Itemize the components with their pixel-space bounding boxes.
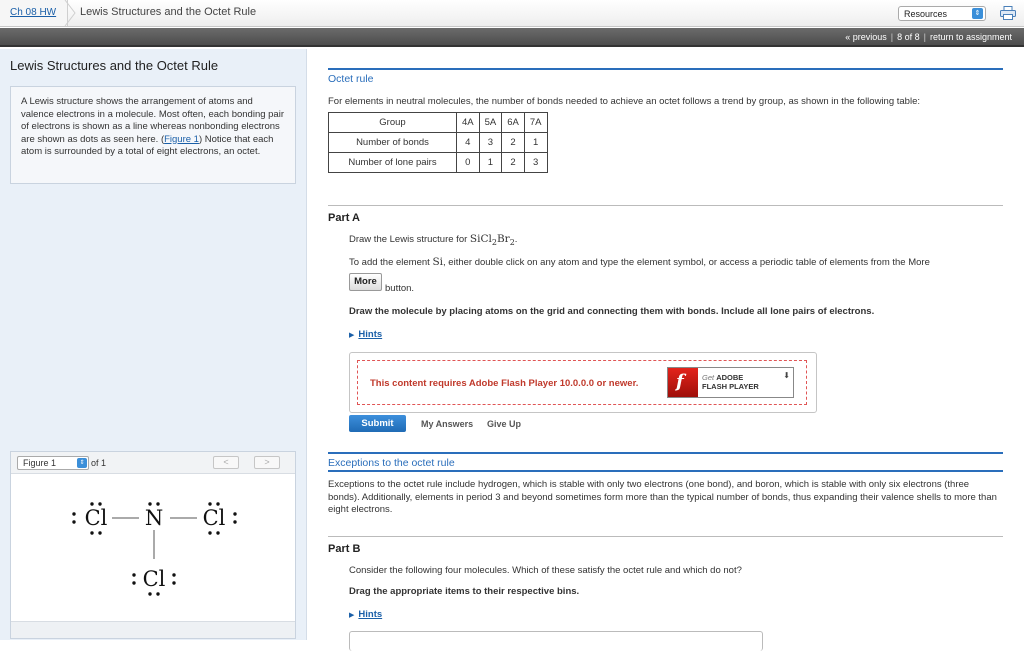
flash-required-message: This content requires Adobe Flash Player 10.0.0.0 or newer. bbox=[370, 378, 639, 389]
figure-next-button[interactable]: > bbox=[254, 456, 280, 469]
lewis-structure-diagram bbox=[11, 475, 295, 623]
table-cell: 3 bbox=[479, 133, 502, 153]
part-a-draw-instruction: Draw the molecule by placing atoms on the grid and connecting them with bonds. Include all lone pairs of electrons. bbox=[349, 306, 875, 317]
table-cell: 4A bbox=[457, 113, 480, 133]
atom-n-center: N bbox=[144, 506, 164, 530]
flash-logo-letter: f bbox=[676, 371, 684, 392]
table-cell: 0 bbox=[457, 153, 480, 173]
figure-count: of 1 bbox=[91, 458, 107, 468]
nav-separator: | bbox=[923, 32, 926, 42]
adobe-label: ADOBE bbox=[716, 373, 744, 382]
flash-logo-icon bbox=[668, 368, 698, 397]
figure-viewer bbox=[10, 451, 296, 639]
assignment-nav bbox=[841, 32, 1016, 42]
intro-text-end: ) Notice that each atom is surrounded by a total of eight electrons, an octet. bbox=[21, 133, 274, 157]
submit-button[interactable]: Submit bbox=[349, 415, 406, 432]
flash-player-label: FLASH PLAYER bbox=[702, 382, 759, 391]
part-a-hints-link[interactable]: Hints bbox=[358, 329, 383, 340]
element-si: Si bbox=[432, 256, 444, 268]
exceptions-heading: Exceptions to the octet rule bbox=[328, 457, 455, 469]
table-cell: 5A bbox=[479, 113, 502, 133]
return-to-assignment-link[interactable]: return to assignment bbox=[929, 32, 1012, 42]
flash-plugin-container bbox=[349, 352, 817, 413]
octet-rule-heading: Octet rule bbox=[328, 73, 374, 85]
exceptions-text: Exceptions to the octet rule include hydrogen, which is stable with only two electrons (one bond), and boron, which is stable with only six electrons (three bonds). Additionally, elements in period 3 and beyond sometimes form more than the typical number of bonds, thus expanding their valence shells to more than eight electrons. bbox=[328, 479, 997, 515]
part-b-instruction: Drag the appropriate items to their respective bins. bbox=[349, 586, 580, 597]
table-cell: 4 bbox=[457, 133, 480, 153]
formula-br: Br bbox=[496, 233, 510, 245]
part-b-drag-area[interactable] bbox=[349, 631, 763, 651]
part-b-question: Consider the following four molecules. Which of these satisfy the octet rule and which do not? bbox=[349, 565, 742, 576]
octet-trend-table bbox=[328, 112, 548, 173]
chevron-updown-icon: ⇕ bbox=[972, 8, 983, 19]
triangle-right-icon: ▶ bbox=[349, 332, 355, 339]
table-cell: 1 bbox=[524, 133, 547, 153]
more-button[interactable]: More bbox=[349, 273, 382, 291]
part-a-add-instruction bbox=[349, 256, 999, 270]
top-bar bbox=[0, 0, 1024, 27]
section-divider bbox=[328, 470, 1003, 472]
assignment-nav-bar bbox=[0, 28, 1024, 47]
table-cell: Number of lone pairs bbox=[329, 153, 457, 173]
table-cell: 7A bbox=[524, 113, 547, 133]
download-arrow-icon: ⬇ bbox=[783, 371, 790, 380]
formula-period: . bbox=[514, 234, 518, 245]
part-b-label: Part B bbox=[328, 543, 361, 555]
intro-text-start: A Lewis structure shows the arrangement of atoms and valence electrons in a molecule. Most often, each bonding pair of electrons is shown as a line whereas nonbonding electrons are shown as dots as seen here. ( bbox=[21, 96, 284, 145]
part-a-prompt bbox=[349, 233, 517, 249]
breadcrumb-separator-icon bbox=[63, 0, 77, 26]
section-divider bbox=[328, 536, 1003, 537]
resources-dropdown[interactable] bbox=[898, 6, 986, 21]
formula-subscript: 2 bbox=[509, 237, 515, 247]
table-cell: 2 bbox=[502, 153, 525, 173]
get-label: Get bbox=[702, 373, 715, 382]
get-flash-player-badge[interactable] bbox=[667, 367, 794, 398]
part-b-hints-link[interactable]: Hints bbox=[358, 609, 383, 620]
table-cell: 3 bbox=[524, 153, 547, 173]
intro-title: Lewis Structures and the Octet Rule bbox=[10, 58, 219, 73]
add-text-prefix: To add the element bbox=[349, 257, 433, 268]
table-row bbox=[329, 113, 548, 133]
give-up-link[interactable]: Give Up bbox=[487, 419, 522, 429]
breadcrumb-link-ch08hw[interactable]: Ch 08 HW bbox=[10, 7, 57, 18]
figure-footer bbox=[11, 621, 295, 638]
intro-text-box bbox=[10, 86, 296, 184]
atom-cl-bottom: Cl bbox=[142, 567, 166, 591]
table-row bbox=[329, 153, 548, 173]
atom-cl-right: Cl bbox=[202, 506, 226, 530]
my-answers-link[interactable]: My Answers bbox=[421, 419, 474, 429]
position-indicator: 8 of 8 bbox=[897, 32, 920, 42]
section-divider bbox=[328, 205, 1003, 206]
nav-separator: | bbox=[890, 32, 894, 42]
draw-prompt-text: Draw the Lewis structure for bbox=[349, 234, 470, 245]
print-icon[interactable] bbox=[1000, 6, 1016, 20]
figure-select[interactable] bbox=[17, 456, 89, 470]
table-cell: 2 bbox=[502, 133, 525, 153]
table-row bbox=[329, 133, 548, 153]
atom-cl-left: Cl bbox=[84, 506, 108, 530]
formula-sicl: SiCl bbox=[469, 233, 492, 245]
table-cell: Group bbox=[329, 113, 457, 133]
section-divider bbox=[328, 68, 1003, 70]
get-flash-text bbox=[702, 373, 759, 391]
breadcrumb bbox=[0, 0, 68, 26]
part-b-hints-toggle[interactable] bbox=[349, 609, 382, 620]
button-word: button. bbox=[385, 283, 415, 294]
table-cell: Number of bonds bbox=[329, 133, 457, 153]
figure-select-value: Figure 1 bbox=[23, 458, 57, 468]
table-cell: 1 bbox=[479, 153, 502, 173]
resources-label: Resources bbox=[904, 9, 948, 19]
figure-1-link[interactable]: Figure 1 bbox=[164, 133, 199, 145]
table-cell: 6A bbox=[502, 113, 525, 133]
part-a-label: Part A bbox=[328, 212, 360, 224]
add-text-suffix: , either double click on any atom and type the element symbol, or access a periodic table of elements from the More bbox=[443, 257, 930, 268]
lewis-structure-ncl3 bbox=[11, 475, 295, 623]
page-title: Lewis Structures and the Octet Rule bbox=[80, 6, 257, 18]
triangle-right-icon: ▶ bbox=[349, 612, 355, 619]
octet-rule-intro: For elements in neutral molecules, the number of bonds needed to achieve an octet follows a trend by group, as shown in the following table: bbox=[328, 96, 920, 107]
previous-link[interactable]: « previous bbox=[845, 32, 887, 42]
flash-plugin-placeholder bbox=[357, 360, 807, 405]
section-divider bbox=[328, 452, 1003, 454]
intro-panel bbox=[0, 49, 307, 640]
part-a-hints-toggle[interactable] bbox=[349, 329, 382, 340]
formula-subscript: 2 bbox=[491, 237, 497, 247]
chevron-updown-icon: ⇕ bbox=[77, 458, 87, 468]
figure-prev-button[interactable]: < bbox=[213, 456, 239, 469]
figure-toolbar bbox=[11, 452, 295, 474]
